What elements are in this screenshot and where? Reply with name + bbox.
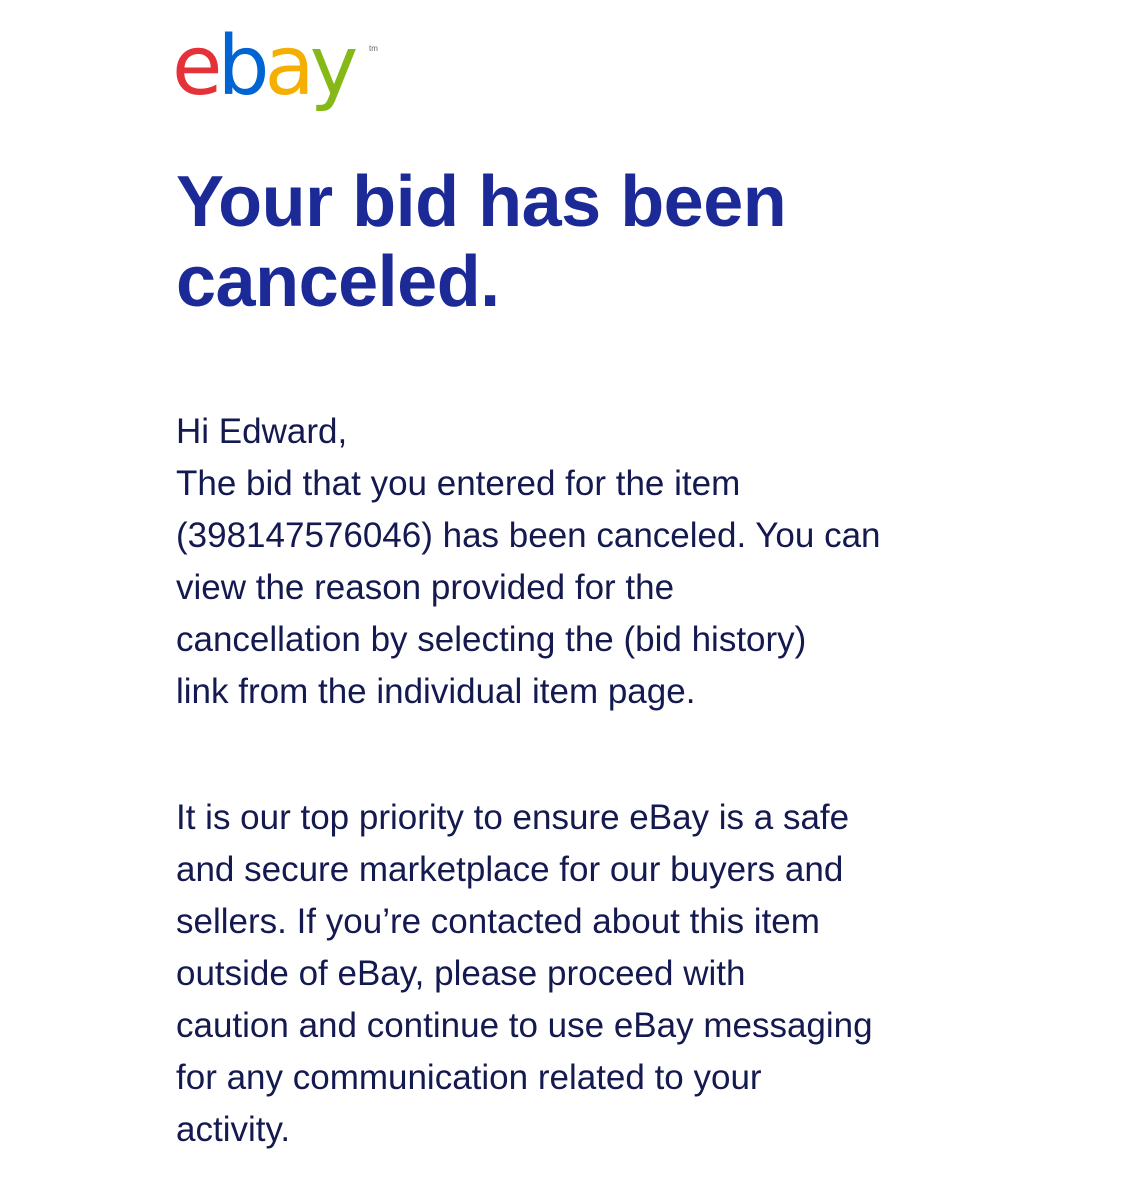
paragraph-line: view the reason provided for the [176,568,675,607]
logo-letter-e: e [172,19,218,114]
safety-paragraph [176,792,976,1156]
paragraph-line: It is our top priority to ensure eBay is a safe [176,798,850,837]
paragraph-line: link from the individual item page. [176,672,696,711]
paragraph-line: sellers. If you’re contacted about this item [176,902,820,941]
ebay-logo[interactable] [172,19,392,114]
page-title [176,162,936,322]
logo-letter-y: y [309,19,354,114]
cancellation-paragraph [176,458,966,718]
paragraph-line: (398147576046) has been canceled. You can [176,516,881,555]
greeting: Hi Edward, [176,412,348,451]
page-title-line-2: canceled. [176,242,500,322]
ebay-logo-wordmark [172,19,354,114]
logo-trademark: tm [369,44,378,53]
paragraph-line: for any communication related to your [176,1058,762,1097]
paragraph-line: The bid that you entered for the item [176,464,741,503]
page-title-line-1: Your bid has been [176,162,787,242]
paragraph-line: activity. [176,1110,291,1149]
paragraph-line: outside of eBay, please proceed with [176,954,746,993]
paragraph-line: caution and continue to use eBay messaging [176,1006,873,1045]
paragraph-line: cancellation by selecting the (bid history) [176,620,807,659]
logo-letter-a: a [264,19,310,114]
logo-letter-b: b [217,19,265,114]
paragraph-line: and secure marketplace for our buyers and [176,850,844,889]
